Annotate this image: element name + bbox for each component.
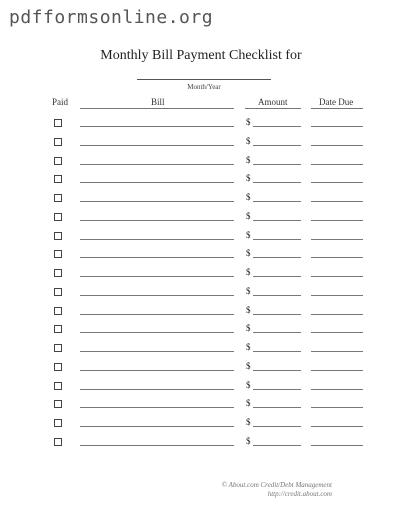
- paid-checkbox[interactable]: [54, 438, 62, 446]
- paid-checkbox[interactable]: [54, 213, 62, 221]
- paid-checkbox[interactable]: [54, 194, 62, 202]
- date-due-field[interactable]: [311, 445, 363, 446]
- date-due-field[interactable]: [311, 239, 363, 240]
- currency-symbol: $: [246, 379, 251, 390]
- amount-field[interactable]: [253, 257, 301, 258]
- bill-field[interactable]: [80, 295, 234, 296]
- paid-checkbox[interactable]: [54, 232, 62, 240]
- table-row: [0, 119, 402, 133]
- currency-symbol: $: [246, 360, 251, 371]
- paid-checkbox[interactable]: [54, 138, 62, 146]
- currency-symbol: $: [246, 229, 251, 240]
- table-row: [0, 269, 402, 283]
- bill-field[interactable]: [80, 145, 234, 146]
- date-due-field[interactable]: [311, 370, 363, 371]
- amount-field[interactable]: [253, 370, 301, 371]
- currency-symbol: $: [246, 192, 251, 202]
- paid-checkbox[interactable]: [54, 269, 62, 277]
- amount-field[interactable]: [253, 389, 301, 390]
- paid-checkbox[interactable]: [54, 119, 62, 127]
- bill-field[interactable]: [80, 426, 234, 427]
- header-rule-date-due: [311, 108, 363, 109]
- amount-field[interactable]: [253, 351, 301, 352]
- date-due-field[interactable]: [311, 220, 363, 221]
- amount-field[interactable]: [253, 239, 301, 240]
- month-year-label: Month/Year: [187, 83, 221, 91]
- paid-checkbox[interactable]: [54, 419, 62, 427]
- table-row: [0, 435, 402, 452]
- paid-checkbox[interactable]: [54, 363, 62, 371]
- amount-field[interactable]: [253, 276, 301, 277]
- amount-field[interactable]: [253, 332, 301, 333]
- paid-checkbox[interactable]: [54, 288, 62, 296]
- bill-field[interactable]: [80, 445, 234, 446]
- table-row: [0, 210, 402, 227]
- footer-credit: [222, 481, 332, 499]
- header-rule-amount: [245, 108, 301, 109]
- table-row: [0, 175, 402, 189]
- bill-field[interactable]: [80, 351, 234, 352]
- currency-symbol: $: [246, 248, 251, 259]
- currency-symbol: $: [246, 435, 251, 446]
- amount-field[interactable]: [253, 126, 301, 127]
- amount-field[interactable]: [253, 295, 301, 296]
- date-due-field[interactable]: [311, 145, 363, 146]
- page-title: Monthly Bill Payment Checklist for: [100, 48, 302, 63]
- table-row: [0, 360, 402, 377]
- header-rule-bill: [80, 108, 234, 109]
- paid-checkbox[interactable]: [54, 157, 62, 165]
- paid-checkbox[interactable]: [54, 175, 62, 183]
- currency-symbol: $: [246, 285, 251, 296]
- date-due-field[interactable]: [311, 389, 363, 390]
- bill-field[interactable]: [80, 314, 234, 315]
- paid-checkbox[interactable]: [54, 382, 62, 390]
- currency-symbol: $: [246, 117, 251, 127]
- date-due-field[interactable]: [311, 276, 363, 277]
- month-year-field[interactable]: [137, 79, 271, 80]
- column-header-date-due: Date Due: [319, 97, 354, 107]
- bill-field[interactable]: [80, 126, 234, 127]
- amount-field[interactable]: [253, 145, 301, 146]
- table-row: [0, 229, 402, 246]
- table-row: [0, 194, 402, 208]
- amount-field[interactable]: [253, 164, 301, 165]
- bill-field[interactable]: [80, 182, 234, 183]
- amount-field[interactable]: [253, 445, 301, 446]
- table-row: [0, 325, 402, 339]
- currency-symbol: $: [246, 417, 251, 427]
- table-row: [0, 154, 402, 171]
- currency-symbol: $: [246, 154, 251, 165]
- currency-symbol: $: [246, 304, 251, 315]
- bill-field[interactable]: [80, 407, 234, 408]
- bill-field[interactable]: [80, 276, 234, 277]
- column-header-amount: Amount: [258, 97, 288, 107]
- bill-field[interactable]: [80, 164, 234, 165]
- amount-field[interactable]: [253, 201, 301, 202]
- date-due-field[interactable]: [311, 164, 363, 165]
- currency-symbol: $: [246, 173, 251, 184]
- amount-field[interactable]: [253, 407, 301, 408]
- date-due-field[interactable]: [311, 201, 363, 202]
- amount-field[interactable]: [253, 314, 301, 315]
- date-due-field[interactable]: [311, 351, 363, 352]
- date-due-field[interactable]: [311, 426, 363, 427]
- footer-url: http://credit.about.com: [267, 489, 332, 498]
- currency-symbol: $: [246, 323, 251, 334]
- currency-symbol: $: [246, 342, 251, 352]
- paid-checkbox[interactable]: [54, 307, 62, 315]
- table-row: [0, 304, 402, 321]
- date-due-field[interactable]: [311, 182, 363, 183]
- table-row: [0, 250, 402, 264]
- column-header-bill: Bill: [151, 97, 165, 107]
- footer-copyright: © About.com Credit/Debt Management: [221, 481, 332, 489]
- date-due-field[interactable]: [311, 295, 363, 296]
- paid-checkbox[interactable]: [54, 250, 62, 258]
- amount-field[interactable]: [253, 220, 301, 221]
- bill-field[interactable]: [80, 332, 234, 333]
- column-header-paid: Paid: [52, 97, 69, 107]
- currency-symbol: $: [246, 135, 251, 146]
- paid-checkbox[interactable]: [54, 325, 62, 333]
- paid-checkbox[interactable]: [54, 344, 62, 352]
- table-row: [0, 400, 402, 414]
- watermark-site-name: pdfformsonline.org: [9, 7, 214, 28]
- table-row: [0, 135, 402, 152]
- date-due-field[interactable]: [311, 407, 363, 408]
- table-row: [0, 419, 402, 433]
- bill-field[interactable]: [80, 370, 234, 371]
- bill-field[interactable]: [80, 257, 234, 258]
- table-row: [0, 344, 402, 358]
- date-due-field[interactable]: [311, 126, 363, 127]
- bill-field[interactable]: [80, 201, 234, 202]
- currency-symbol: $: [246, 267, 251, 277]
- bill-field[interactable]: [80, 239, 234, 240]
- amount-field[interactable]: [253, 182, 301, 183]
- currency-symbol: $: [246, 398, 251, 409]
- date-due-field[interactable]: [311, 332, 363, 333]
- bill-field[interactable]: [80, 220, 234, 221]
- date-due-field[interactable]: [311, 257, 363, 258]
- currency-symbol: $: [246, 210, 251, 221]
- bill-field[interactable]: [80, 389, 234, 390]
- date-due-field[interactable]: [311, 314, 363, 315]
- table-row: [0, 285, 402, 302]
- paid-checkbox[interactable]: [54, 400, 62, 408]
- table-row: [0, 379, 402, 396]
- amount-field[interactable]: [253, 426, 301, 427]
